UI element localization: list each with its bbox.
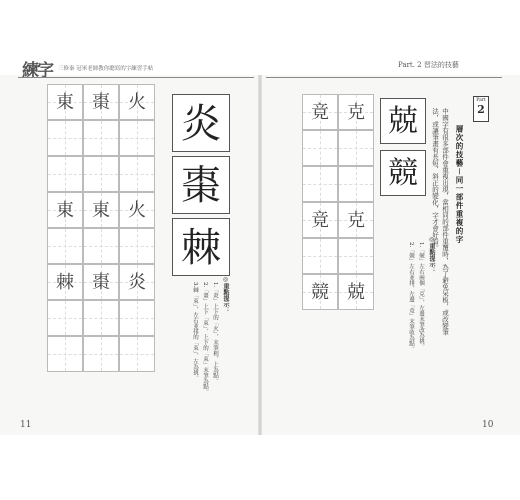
practice-char: 竟 (311, 210, 329, 231)
practice-cell (47, 336, 83, 372)
practice-char (303, 131, 337, 165)
practice-cell (83, 336, 119, 372)
page-number-left: 11 (20, 420, 32, 430)
practice-cell (119, 300, 155, 336)
practice-char (84, 229, 118, 263)
grid-row (47, 228, 155, 264)
grid-row (47, 120, 155, 156)
practice-char (48, 157, 82, 191)
model-char-box: 棗 (172, 156, 230, 214)
practice-char: 竟 (311, 102, 329, 123)
tip-line: 2.「棗」上下「朿」，上下的「朿」末筆為點。 (202, 282, 208, 395)
page-number-right: 10 (482, 420, 494, 430)
grid-row (302, 94, 374, 130)
practice-char: 炎 (128, 272, 146, 293)
practice-cell (83, 228, 119, 264)
practice-char (120, 301, 154, 335)
practice-char (303, 239, 337, 273)
practice-cell (47, 264, 83, 300)
tip-line: 3.棘「朿」，左右並排的「朿」，左為挑。 (192, 282, 198, 381)
grid-row (302, 166, 374, 202)
practice-char (48, 229, 82, 263)
practice-cell (83, 264, 119, 300)
book-logo: 練字 (22, 60, 52, 81)
practice-char (84, 301, 118, 335)
part-badge (473, 96, 489, 122)
practice-cell (302, 130, 338, 166)
tip-line: 1.「炎」上下的「火」，末筆相，上為點。 (212, 282, 218, 384)
practice-char: 東 (56, 92, 74, 113)
practice-char: 東 (92, 200, 110, 221)
practice-cell (83, 84, 119, 120)
book-spine (258, 75, 262, 435)
tips-title: ◎重點提示： (222, 276, 229, 313)
practice-char: 火 (128, 200, 146, 221)
practice-char: 克 (347, 210, 365, 231)
practice-char (339, 167, 373, 201)
practice-cell (338, 274, 374, 310)
practice-cell (83, 192, 119, 228)
practice-cell (47, 84, 83, 120)
practice-cell (302, 166, 338, 202)
practice-char: 兢 (347, 282, 365, 303)
practice-char (48, 121, 82, 155)
practice-cell (47, 192, 83, 228)
practice-char (48, 301, 82, 335)
practice-cell (119, 264, 155, 300)
practice-cell (302, 94, 338, 130)
practice-char (120, 229, 154, 263)
practice-char (84, 121, 118, 155)
practice-cell (119, 156, 155, 192)
practice-cell (338, 202, 374, 238)
practice-cell (47, 120, 83, 156)
practice-cell (83, 156, 119, 192)
practice-char (48, 337, 82, 371)
right-running-title: Part. 2 習法的技藝 (398, 61, 459, 69)
tip-line: 1.「兢」左右兩個「克」，左邊末筆改為挑。 (418, 242, 424, 349)
practice-cell (47, 228, 83, 264)
practice-cell (338, 166, 374, 202)
part-label: Part (476, 98, 486, 103)
practice-cell (302, 274, 338, 310)
practice-char (84, 337, 118, 371)
section-body-text: 中國字有很多部件會重複出現，當相同的部件重覆時，為了避免呆板，或改變筆法，或讓筆畫有長短、斜正的變化，字才會好看。 (431, 108, 449, 336)
practice-cell (338, 130, 374, 166)
practice-cell (119, 336, 155, 372)
left-model-characters (172, 94, 230, 280)
grid-row (302, 202, 374, 238)
practice-char (120, 121, 154, 155)
left-header-rule (18, 77, 254, 78)
grid-row (47, 336, 155, 372)
grid-row (47, 300, 155, 336)
practice-char: 東 (56, 200, 74, 221)
practice-cell (119, 192, 155, 228)
right-header-rule (266, 77, 502, 78)
section-title: 層次的技藝－同一部件重複的字 (455, 125, 464, 244)
grid-row (302, 130, 374, 166)
practice-grid-left (47, 84, 155, 372)
practice-cell (47, 300, 83, 336)
practice-cell (302, 202, 338, 238)
left-running-title: 三修秦 冠軍老師教你聰寫的字練習手帖 (58, 66, 154, 72)
practice-char: 競 (311, 282, 329, 303)
model-char-box: 棘 (172, 218, 230, 276)
practice-grid-right (302, 94, 374, 310)
grid-row (47, 156, 155, 192)
practice-char: 克 (347, 102, 365, 123)
grid-row (302, 274, 374, 310)
practice-cell (338, 94, 374, 130)
practice-char: 棗 (92, 272, 110, 293)
practice-char: 棗 (92, 92, 110, 113)
practice-char (303, 167, 337, 201)
practice-char (339, 239, 373, 273)
practice-char: 火 (128, 92, 146, 113)
practice-char (120, 157, 154, 191)
practice-char (84, 157, 118, 191)
practice-cell (47, 156, 83, 192)
practice-cell (302, 238, 338, 274)
model-char-box: 炎 (172, 94, 230, 152)
practice-cell (119, 84, 155, 120)
left-page-header (22, 60, 154, 81)
tips-title: ◎重點提示： (428, 236, 435, 273)
grid-row (47, 84, 155, 120)
practice-cell (119, 228, 155, 264)
grid-row (47, 264, 155, 300)
grid-row (47, 192, 155, 228)
grid-row (302, 238, 374, 274)
model-char-box: 競 (380, 150, 426, 196)
practice-char: 棘 (56, 272, 74, 293)
practice-cell (338, 238, 374, 274)
practice-cell (83, 120, 119, 156)
left-tips (174, 276, 230, 406)
tip-line: 2.「競」左右並排，左邊「竟」末筆收為點。 (408, 242, 414, 352)
practice-char (339, 131, 373, 165)
model-char-box: 兢 (380, 98, 426, 144)
part-number: 2 (477, 103, 485, 116)
practice-char (120, 337, 154, 371)
practice-cell (119, 120, 155, 156)
practice-cell (83, 300, 119, 336)
